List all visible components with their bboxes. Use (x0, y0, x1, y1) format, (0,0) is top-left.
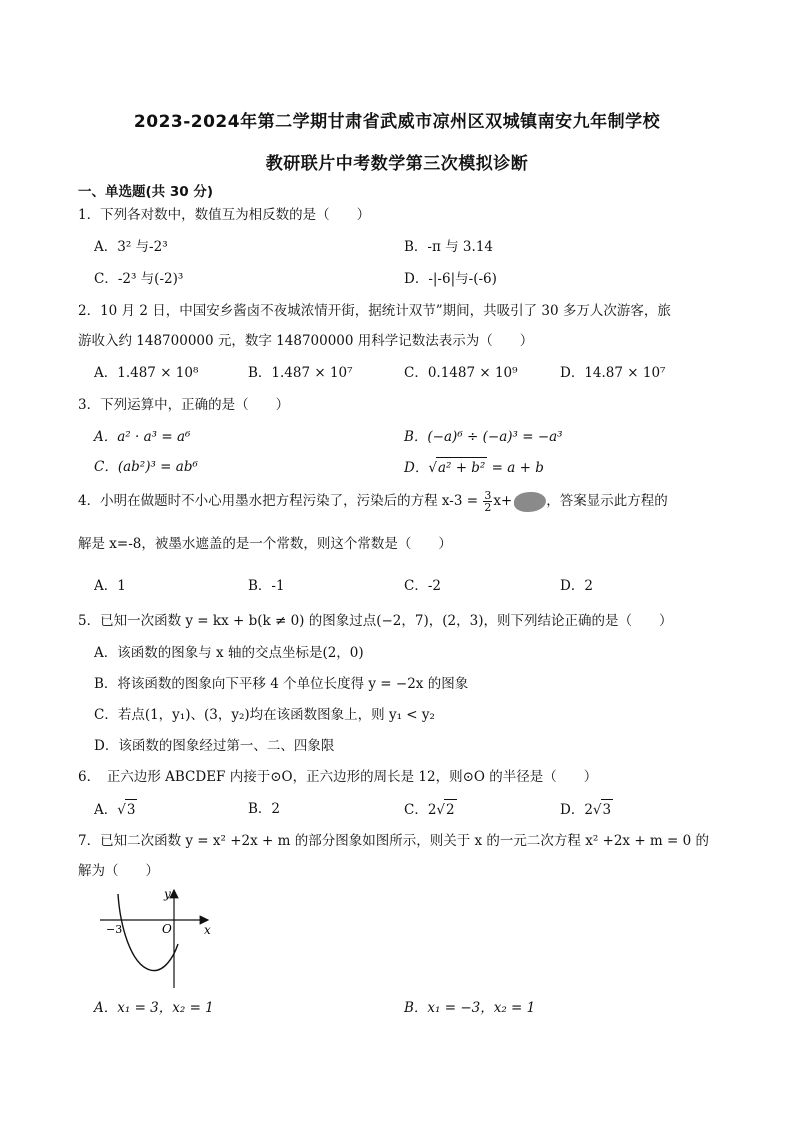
q3-option-c: C．(ab²)³ = ab⁶ (94, 459, 198, 475)
q1-option-d: D．-|-6|与-(-6) (404, 271, 497, 287)
question-2-line2: 游收入约 148700000 元，数字 148700000 用科学记数法表示为（ ） (78, 333, 534, 349)
q4-frac-den: 2 (484, 501, 492, 514)
question-6-stem: 6． 正六边形 ABCDEF 内接于⊙O，正六边形的周长是 12，则⊙O 的半径是（ ） (78, 769, 598, 785)
q3-d-prefix: D． (404, 460, 429, 476)
q6-option-c: C．2√2 (404, 799, 457, 820)
q3-option-b: B．(−a)⁶ ÷ (−a)³ = −a³ (404, 429, 563, 445)
section-heading: 一、单选题(共 30 分) (78, 184, 214, 200)
q5-option-b: B．将该函数的图象向下平移 4 个单位长度得 y = −2x 的图象 (94, 676, 469, 692)
exam-title-line2: 教研联片中考数学第三次模拟诊断 (265, 154, 529, 174)
q4-option-c: C．-2 (404, 578, 441, 594)
q4-text-b: x+ (493, 493, 513, 509)
graph-label-neg3: −3 (106, 923, 123, 936)
q4-fraction (483, 490, 492, 513)
question-4-line2: 解是 x=-8，被墨水遮盖的是一个常数，则这个常数是（ ） (78, 536, 452, 552)
q7-option-a: A．x₁ = 3，x₂ = 1 (94, 1000, 214, 1016)
q3-option-a: A．a² · a³ = a⁶ (94, 429, 191, 445)
q5-option-c: C．若点(1，y₁)、(3，y₂)均在该函数图象上，则 y₁ < y₂ (94, 707, 435, 723)
question-3-stem: 3．下列运算中，正确的是（ ） (78, 397, 290, 413)
q4-frac-num: 3 (484, 489, 492, 502)
question-4-line1 (78, 490, 718, 513)
question-1-stem: 1．下列各对数中，数值互为相反数的是（ ） (78, 207, 371, 223)
q4-option-b: B．-1 (248, 578, 285, 594)
q6-a-radicand: 3 (125, 799, 138, 820)
q2-option-b: B．1.487 × 10⁷ (248, 365, 353, 381)
q3-option-d: D．√a² + b² = a + b (404, 457, 544, 478)
q1-option-b: B．-π 与 3.14 (404, 239, 493, 255)
q2-option-c: C．0.1487 × 10⁹ (404, 365, 518, 381)
q6-option-b: B．2 (248, 801, 281, 817)
q5-option-d: D．该函数的图象经过第一、二、四象限 (94, 738, 335, 754)
q4-text-a: 4．小明在做题时不小心用墨水把方程污染了，污染后的方程 x-3 = (78, 493, 483, 509)
q6-c-prefix: C．2 (404, 802, 437, 818)
question-5-stem: 5．已知一次函数 y = kx + b(k ≠ 0) 的图象过点(−2，7)，(2，3)，则下列结论正确的是（ ） (78, 613, 673, 629)
q1-option-c: C．-2³ 与(-2)³ (94, 271, 184, 287)
q4-option-d: D．2 (560, 578, 593, 594)
q6-option-a: A．√3 (94, 799, 137, 820)
q6-d-prefix: D．2 (560, 802, 593, 818)
exam-title-line1: 2023-2024年第二学期甘肃省武威市凉州区双城镇南安九年制学校 (133, 112, 661, 132)
question-2-line1: 2．10 月 2 日，中国安乡酱卤不夜城浓情开街，据统计双节”期间，共吸引了 30 多万人次游客，旅 (78, 303, 671, 319)
q3-d-radicand: a² + b² (436, 457, 487, 478)
q5-option-a: A．该函数的图象与 x 轴的交点坐标是(2，0) (94, 645, 364, 661)
q6-c-radicand: 2 (444, 799, 457, 820)
q2-option-d: D．14.87 × 10⁷ (560, 365, 666, 381)
q3-d-suffix: = a + b (487, 460, 544, 476)
ink-blot-icon (514, 492, 546, 512)
graph-label-origin: O (162, 922, 172, 936)
q1-option-a: A．3² 与-2³ (94, 239, 168, 255)
question-7-line1: 7．已知二次函数 y = x² +2x + m 的部分图象如图所示，则关于 x 的一元二次方程 x² +2x + m = 0 的 (78, 833, 710, 849)
graph-label-x: x (204, 923, 211, 937)
question-7-line2: 解为（ ） (78, 863, 159, 879)
q2-option-a: A．1.487 × 10⁸ (94, 365, 199, 381)
q4-option-a: A．1 (94, 578, 126, 594)
graph-label-y: y (164, 887, 171, 901)
parabola-graph (98, 884, 228, 992)
q6-a-prefix: A． (94, 802, 118, 818)
q4-text-c: ，答案显示此方程的 (546, 493, 668, 509)
q6-option-d: D．2√3 (560, 799, 613, 820)
q6-d-radicand: 3 (601, 799, 614, 820)
q7-option-b: B．x₁ = −3，x₂ = 1 (404, 1000, 536, 1016)
